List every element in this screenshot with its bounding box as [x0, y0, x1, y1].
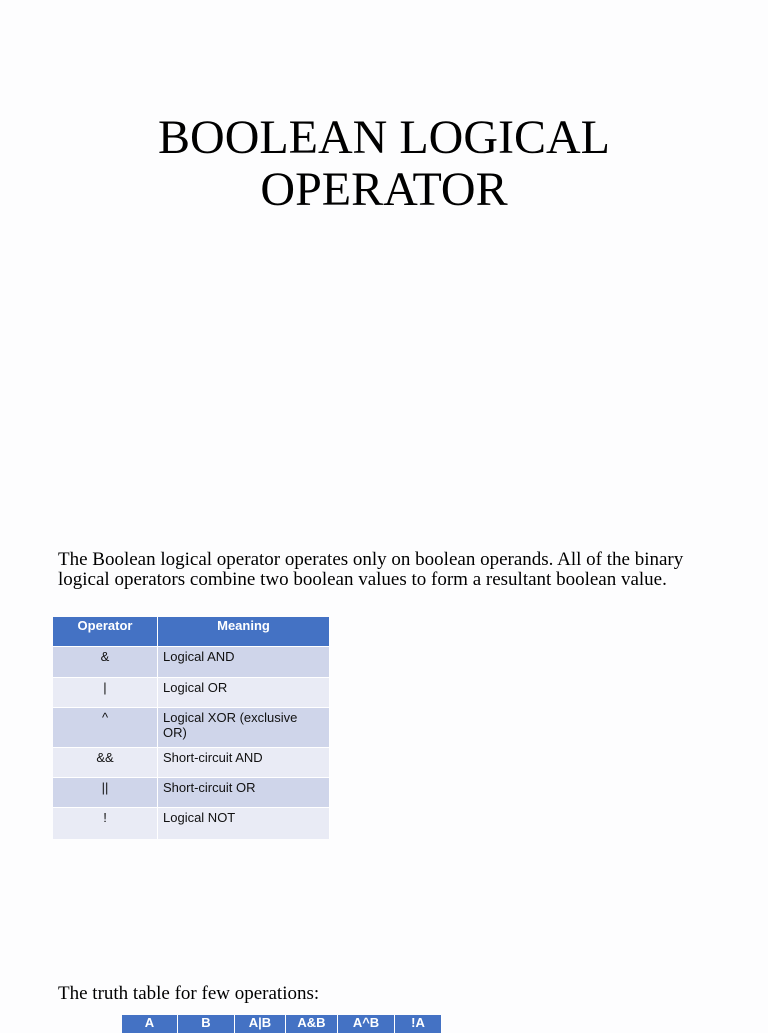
operator-table-header-row	[53, 617, 330, 647]
table-row	[53, 647, 330, 678]
truth-header-a-and-b: A&B	[286, 1015, 338, 1033]
intro-paragraph: The Boolean logical operator operates only on boolean operands. All of the binary logical operators combine two boolean values to form a resultant boolean value.	[58, 549, 684, 590]
truth-table-caption: The truth table for few operations:	[58, 983, 320, 1004]
truth-header-a: A	[122, 1015, 178, 1033]
meaning-cell: Logical XOR (exclusive OR)	[158, 708, 330, 748]
table-row	[53, 708, 330, 748]
table-row	[53, 778, 330, 808]
header-operator: Operator	[53, 617, 158, 647]
table-row	[53, 748, 330, 778]
meaning-cell: Short-circuit OR	[158, 778, 330, 808]
title-line-2: OPERATOR	[260, 163, 508, 216]
table-row	[53, 678, 330, 708]
title-line-1: BOOLEAN LOGICAL	[158, 111, 610, 164]
table-row	[53, 808, 330, 839]
truth-header-a-or-b: A|B	[235, 1015, 286, 1033]
truth-header-a-xor-b: A^B	[338, 1015, 395, 1033]
operator-table	[53, 617, 330, 839]
meaning-cell: Logical AND	[158, 647, 330, 678]
operator-cell: |	[53, 678, 158, 708]
page-title	[0, 112, 768, 216]
operator-cell: !	[53, 808, 158, 839]
header-meaning: Meaning	[158, 617, 330, 647]
meaning-cell: Logical OR	[158, 678, 330, 708]
operator-cell: ||	[53, 778, 158, 808]
meaning-cell: Logical NOT	[158, 808, 330, 839]
operator-cell: &&	[53, 748, 158, 778]
meaning-cell: Short-circuit AND	[158, 748, 330, 778]
truth-table	[122, 1015, 442, 1033]
truth-table-header-row	[122, 1015, 442, 1033]
truth-header-b: B	[178, 1015, 235, 1033]
operator-cell: ^	[53, 708, 158, 748]
truth-header-not-a: !A	[395, 1015, 442, 1033]
operator-cell: &	[53, 647, 158, 678]
